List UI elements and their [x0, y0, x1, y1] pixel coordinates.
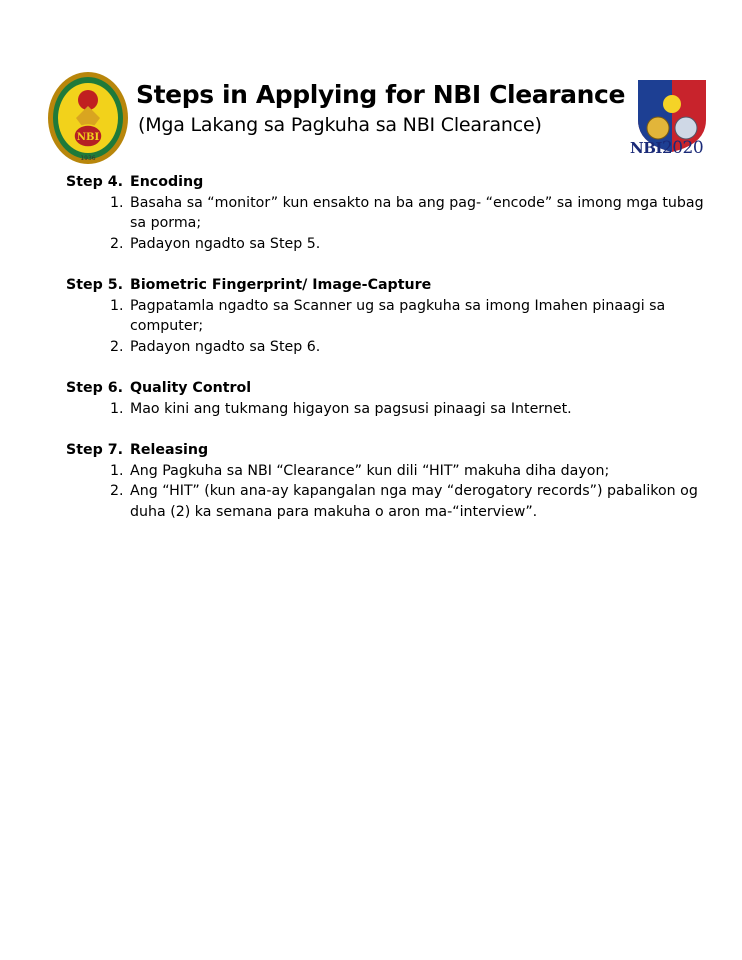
page-subtitle: (Mga Lakang sa Pagkuha sa NBI Clearance)	[138, 114, 542, 136]
list-item: 1. Basaha sa “monitor” kun ensakto na ba ang pag- “encode” sa imong mga tubag sa porma;	[128, 193, 706, 234]
step-4	[66, 172, 706, 254]
right-logo-text: NBI	[630, 139, 662, 157]
steps-list	[66, 172, 706, 543]
step-number: Step 6.	[66, 380, 123, 396]
step-title: Encoding	[130, 174, 204, 190]
step-6	[66, 378, 706, 419]
list-item: 1. Mao kini ang tukmang higayon sa pagsusi pinaagi sa Internet.	[128, 399, 706, 420]
step-title: Biometric Fingerprint/ Image-Capture	[130, 277, 432, 293]
step-number: Step 5.	[66, 277, 123, 293]
nbi-seal-icon	[46, 70, 130, 166]
page-title: Steps in Applying for NBI Clearance	[136, 80, 626, 109]
left-logo-text: NBI	[76, 132, 100, 143]
step-number: Step 4.	[66, 174, 123, 190]
step-title: Quality Control	[130, 380, 252, 396]
list-item: 1. Pagpatamla ngadto sa Scanner ug sa pagkuha sa imong Imahen pinaagi sa computer;	[128, 296, 706, 337]
step-7	[66, 440, 706, 522]
step-5	[66, 275, 706, 357]
step-title: Releasing	[130, 442, 209, 458]
left-logo-year: 1936	[80, 155, 96, 162]
list-item: 1. Ang Pagkuha sa NBI “Clearance” kun dili “HIT” makuha diha dayon;	[128, 461, 706, 482]
list-item: 2. Padayon ngadto sa Step 5.	[128, 234, 706, 255]
list-item: 2. Padayon ngadto sa Step 6.	[128, 337, 706, 358]
list-item: 2. Ang “HIT” (kun ana-ay kapangalan nga may “derogatory records”) pabalikon og duha (2) ka semana para makuha o aron ma-“interview”.	[128, 481, 706, 522]
step-number: Step 7.	[66, 442, 123, 458]
right-logo-year: 2020	[661, 138, 704, 158]
